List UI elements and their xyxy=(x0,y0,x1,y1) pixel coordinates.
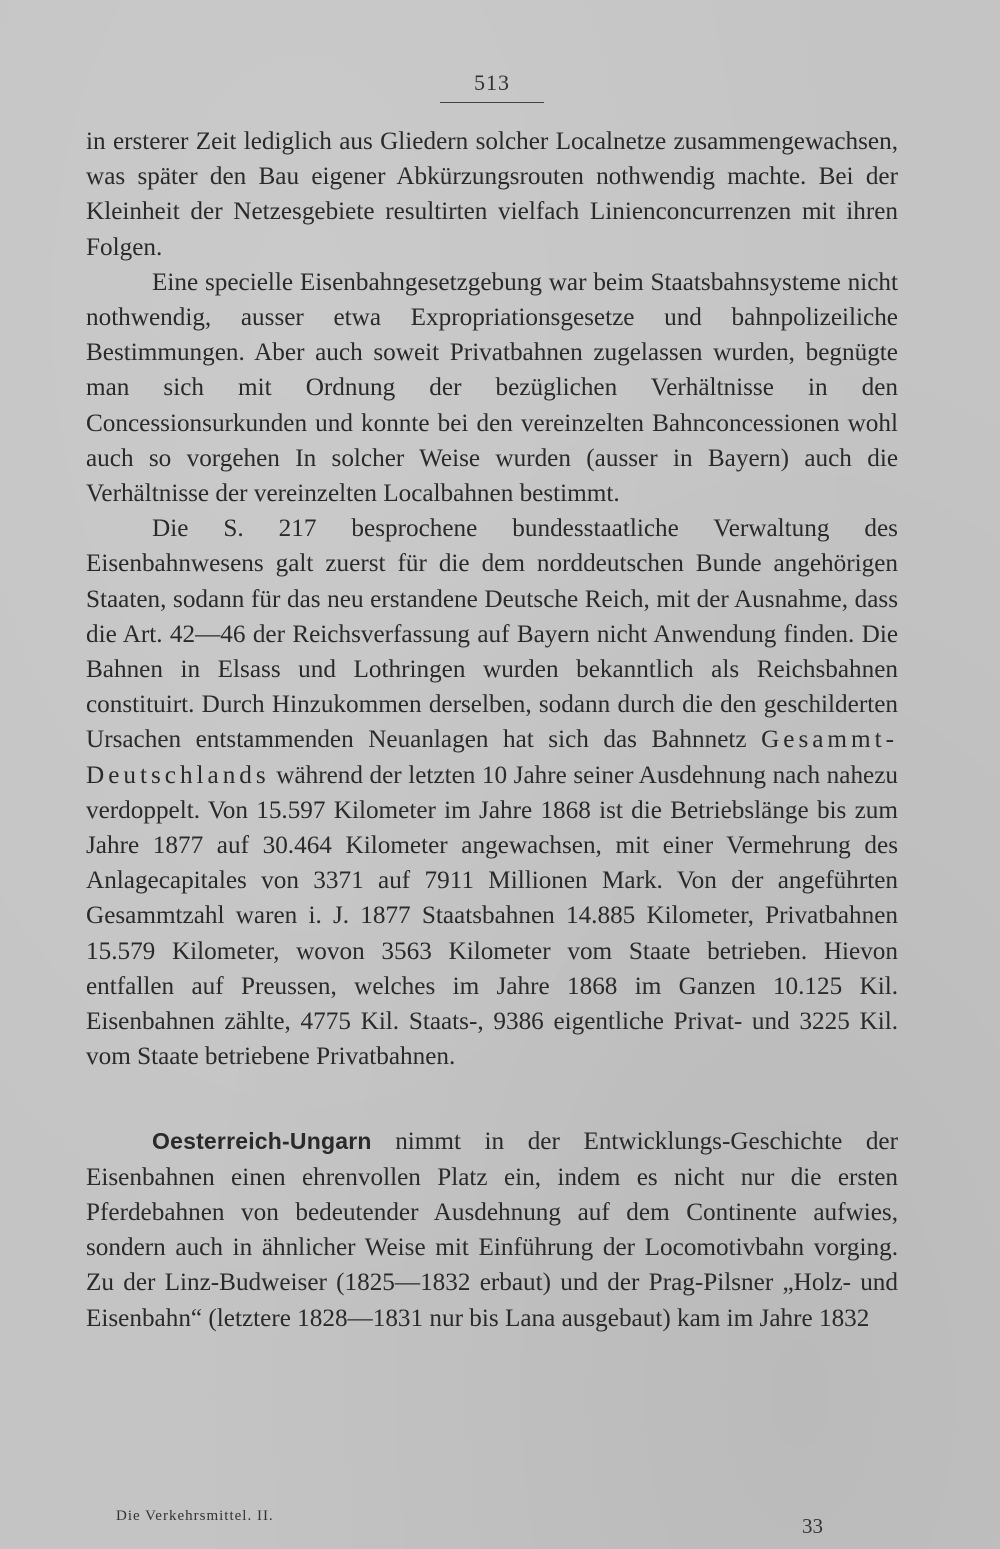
paragraph-4 xyxy=(86,1124,898,1335)
page-body xyxy=(86,124,898,1336)
page-number: 513 xyxy=(474,70,510,95)
paragraph-4-text: nimmt in der Entwicklungs-Geschichte der Eisenbahnen einen ehrenvollen Platz ein, indem es nicht nur die ersten Pferdebahnen von bedeutender Ausdehnung auf dem Continente aufwies, sondern auch in ähnlicher Weise mit Einführung der Locomotivbahn vorging. Zu der Linz-Budweiser (1825—1832 erbaut) und der Prag-Pilsner „Holz- und Eisenbahn“ (letztere 1828—1831 nur bis Lana ausgebaut) kam im Jahre 1832 xyxy=(86,1128,898,1332)
section-gap xyxy=(86,1074,898,1124)
header-rule xyxy=(440,102,544,103)
paragraph-3-text-after: während der letzten 10 Jahre seiner Ausdehnung nach nahezu verdoppelt. Von 15.597 Kilometer im Jahre 1868 ist die Betriebslänge bis zum Jahre 1877 auf 30.464 Kilometer angewachsen, mit einer Vermehrung des Anlagecapitales von 3371 auf 7911 Millionen Mark. Von der angeführten Gesammtzahl waren i. J. 1877 Staatsbahnen 14.885 Kilometer, Privatbahnen 15.579 Kilometer, wovon 3563 Kilometer vom Staate betrieben. Hievon entfallen auf Preussen, welches im Jahre 1868 im Ganzen 10.125 Kil. Eisenbahnen zählte, 4775 Kil. Staats-, 9386 eigentliche Privat- und 3225 Kil. vom Staate betriebene Privatbahnen. xyxy=(86,761,898,1071)
paragraph-3-text-before: Die S. 217 besprochene bundesstaatliche Verwaltung des Eisenbahnwesens galt zuerst für die dem norddeutschen Bunde angehörigen Staaten, sodann für das neu erstandene Deutsche Reich, mit der Ausnahme, dass die Art. 42—46 der Reichsverfassung auf Bayern nicht Anwendung finden. Die Bahnen in Elsass und Lothringen wurden bekanntlich als Reichsbahnen constituirt. Durch Hinzukommen derselben, sodann durch die den geschilderten Ursachen entstammenden Neuanlagen hat sich das Bahnnetz xyxy=(86,515,898,754)
paragraph-2: Eine specielle Eisenbahngesetzgebung war beim Staatsbahnsysteme nicht nothwendig, ausser etwa Expropriationsgesetze und bahnpolizeiliche Bestimmungen. Aber auch soweit Privatbahnen zugelassen wurden, begnügte man sich mit Ordnung der bezüglichen Verhältnisse in den Concessionsurkunden und konnte bei den vereinzelten Bahnconcessionen wohl auch so vorgehen In solcher Weise wurden (ausser in Bayern) auch die Verhältnisse der vereinzelten Localbahnen bestimmt. xyxy=(86,268,898,508)
section-lead-heading: Oesterreich-Ungarn xyxy=(152,1128,372,1155)
paragraph-3 xyxy=(86,511,898,1074)
paragraph-1: in ersterer Zeit lediglich aus Gliedern solcher Localnetze zusammengewachsen, was später den Bau eigener Abkürzungsrouten nothwendig machte. Bei der Kleinheit der Netzesgebiete resultirten vielfach Linienconcurrenzen mit ihren Folgen. xyxy=(86,128,898,261)
letterspaced-emphasis: Gesammt-Deutschlands xyxy=(86,726,898,789)
footer-sheet-number: 33 xyxy=(802,1514,823,1538)
footer-signature: Die Verkehrsmittel. II. xyxy=(116,1508,274,1524)
